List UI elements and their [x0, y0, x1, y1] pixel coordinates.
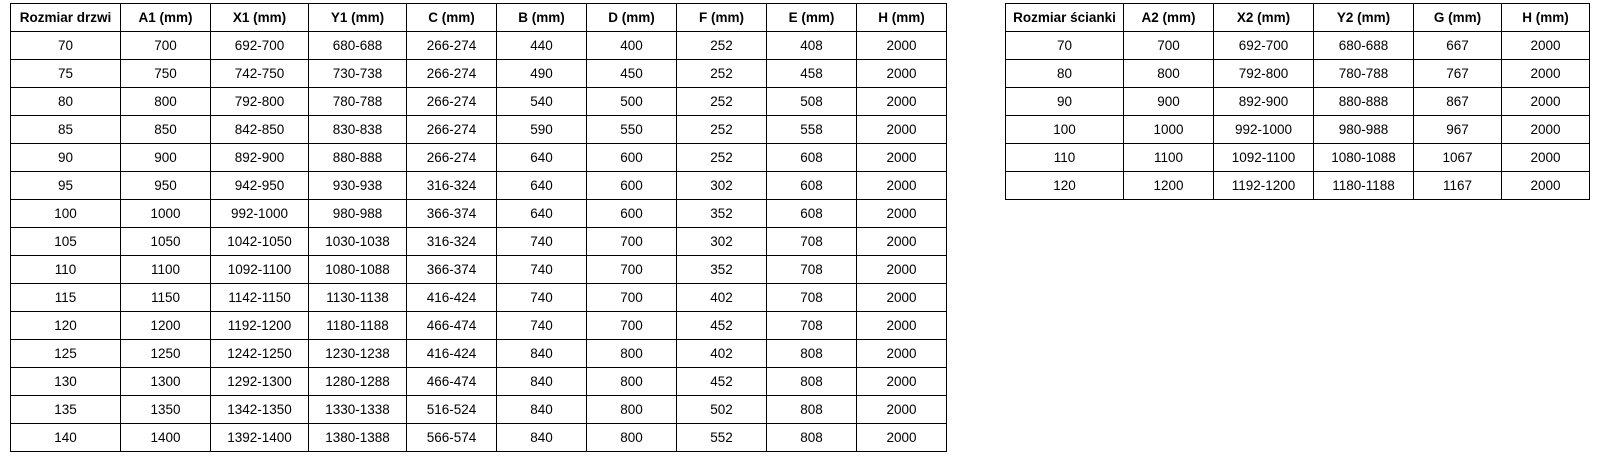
doors-dimensions-table-container: [10, 3, 947, 452]
table-cell: 700: [121, 32, 211, 60]
column-header: Y1 (mm): [309, 4, 407, 32]
table-cell: 600: [587, 144, 677, 172]
table-cell: 950: [121, 172, 211, 200]
table-cell: 800: [1124, 60, 1214, 88]
table-cell: 115: [11, 284, 121, 312]
table-cell: 930-938: [309, 172, 407, 200]
table-cell: 708: [767, 256, 857, 284]
column-header: H (mm): [857, 4, 947, 32]
table-cell: 967: [1414, 116, 1502, 144]
table-cell: 1192-1200: [211, 312, 309, 340]
table-cell: 1150: [121, 284, 211, 312]
table-cell: 980-988: [1314, 116, 1414, 144]
doors-table-header: [11, 4, 947, 32]
table-cell: 808: [767, 340, 857, 368]
table-cell: 980-988: [309, 200, 407, 228]
table-cell: 1080-1088: [1314, 144, 1414, 172]
table-header-row: [1006, 4, 1590, 32]
table-cell: 552: [677, 424, 767, 452]
table-cell: 80: [1006, 60, 1124, 88]
table-cell: 2000: [857, 144, 947, 172]
column-header: E (mm): [767, 4, 857, 32]
table-cell: 1100: [1124, 144, 1214, 172]
table-cell: 700: [1124, 32, 1214, 60]
table-cell: 800: [587, 424, 677, 452]
table-cell: 850: [121, 116, 211, 144]
table-cell: 2000: [1502, 172, 1590, 200]
table-cell: 992-1000: [211, 200, 309, 228]
table-cell: 1250: [121, 340, 211, 368]
table-cell: 1000: [1124, 116, 1214, 144]
table-cell: 252: [677, 116, 767, 144]
table-row: [11, 200, 947, 228]
table-cell: 1300: [121, 368, 211, 396]
table-cell: 252: [677, 88, 767, 116]
table-cell: 830-838: [309, 116, 407, 144]
table-cell: 502: [677, 396, 767, 424]
table-cell: 550: [587, 116, 677, 144]
table-cell: 708: [767, 228, 857, 256]
table-cell: 780-788: [1314, 60, 1414, 88]
table-cell: 2000: [1502, 32, 1590, 60]
table-cell: 1000: [121, 200, 211, 228]
table-cell: 840: [497, 396, 587, 424]
table-cell: 1200: [1124, 172, 1214, 200]
column-header: B (mm): [497, 4, 587, 32]
column-header: Rozmiar drzwi: [11, 4, 121, 32]
table-cell: 252: [677, 32, 767, 60]
table-row: [1006, 116, 1590, 144]
table-cell: 1400: [121, 424, 211, 452]
table-cell: 2000: [857, 200, 947, 228]
table-cell: 750: [121, 60, 211, 88]
table-cell: 800: [587, 368, 677, 396]
table-cell: 100: [11, 200, 121, 228]
table-cell: 566-574: [407, 424, 497, 452]
table-cell: 105: [11, 228, 121, 256]
table-cell: 892-900: [1214, 88, 1314, 116]
table-cell: 1242-1250: [211, 340, 309, 368]
table-cell: 792-800: [1214, 60, 1314, 88]
table-cell: 508: [767, 88, 857, 116]
table-cell: 95: [11, 172, 121, 200]
table-cell: 792-800: [211, 88, 309, 116]
table-cell: 1100: [121, 256, 211, 284]
table-cell: 352: [677, 200, 767, 228]
table-row: [1006, 172, 1590, 200]
table-row: [1006, 60, 1590, 88]
column-header: C (mm): [407, 4, 497, 32]
table-row: [1006, 144, 1590, 172]
table-cell: 808: [767, 424, 857, 452]
table-header-row: [11, 4, 947, 32]
table-cell: 1167: [1414, 172, 1502, 200]
table-cell: 692-700: [1214, 32, 1314, 60]
table-cell: 352: [677, 256, 767, 284]
table-cell: 608: [767, 172, 857, 200]
table-cell: 840: [497, 368, 587, 396]
column-header: A1 (mm): [121, 4, 211, 32]
table-row: [1006, 88, 1590, 116]
column-header: Rozmiar ścianki: [1006, 4, 1124, 32]
table-cell: 466-474: [407, 368, 497, 396]
table-cell: 80: [11, 88, 121, 116]
column-header: H (mm): [1502, 4, 1590, 32]
table-cell: 1350: [121, 396, 211, 424]
table-cell: 100: [1006, 116, 1124, 144]
table-cell: 266-274: [407, 32, 497, 60]
table-cell: 692-700: [211, 32, 309, 60]
table-cell: 1192-1200: [1214, 172, 1314, 200]
table-cell: 400: [587, 32, 677, 60]
table-cell: 458: [767, 60, 857, 88]
table-cell: 408: [767, 32, 857, 60]
table-cell: 700: [587, 256, 677, 284]
table-cell: 516-524: [407, 396, 497, 424]
table-cell: 266-274: [407, 116, 497, 144]
table-cell: 452: [677, 368, 767, 396]
table-cell: 640: [497, 172, 587, 200]
table-cell: 700: [587, 284, 677, 312]
table-cell: 740: [497, 284, 587, 312]
table-cell: 600: [587, 172, 677, 200]
table-cell: 1067: [1414, 144, 1502, 172]
table-cell: 740: [497, 312, 587, 340]
table-cell: 740: [497, 228, 587, 256]
column-header: G (mm): [1414, 4, 1502, 32]
table-cell: 2000: [1502, 144, 1590, 172]
table-cell: 440: [497, 32, 587, 60]
table-cell: 590: [497, 116, 587, 144]
table-cell: 1030-1038: [309, 228, 407, 256]
table-row: [11, 312, 947, 340]
table-cell: 490: [497, 60, 587, 88]
doors-dimensions-table: [10, 3, 947, 452]
table-cell: 416-424: [407, 284, 497, 312]
table-cell: 900: [121, 144, 211, 172]
table-cell: 1042-1050: [211, 228, 309, 256]
table-cell: 942-950: [211, 172, 309, 200]
table-cell: 808: [767, 368, 857, 396]
table-cell: 450: [587, 60, 677, 88]
table-row: [11, 88, 947, 116]
table-cell: 1380-1388: [309, 424, 407, 452]
table-cell: 252: [677, 60, 767, 88]
table-cell: 1142-1150: [211, 284, 309, 312]
table-cell: 110: [1006, 144, 1124, 172]
table-cell: 892-900: [211, 144, 309, 172]
table-cell: 366-374: [407, 256, 497, 284]
table-cell: 2000: [857, 172, 947, 200]
table-cell: 70: [1006, 32, 1124, 60]
doors-table-body: [11, 32, 947, 452]
walls-dimensions-table-container: [1005, 3, 1590, 200]
table-cell: 1330-1338: [309, 396, 407, 424]
table-cell: 680-688: [1314, 32, 1414, 60]
walls-table-body: [1006, 32, 1590, 200]
table-row: [11, 32, 947, 60]
table-cell: 842-850: [211, 116, 309, 144]
table-cell: 402: [677, 340, 767, 368]
table-cell: 800: [121, 88, 211, 116]
table-cell: 900: [1124, 88, 1214, 116]
table-cell: 840: [497, 424, 587, 452]
table-cell: 135: [11, 396, 121, 424]
table-cell: 800: [587, 396, 677, 424]
table-cell: 880-888: [1314, 88, 1414, 116]
table-cell: 416-424: [407, 340, 497, 368]
table-cell: 120: [11, 312, 121, 340]
table-cell: 808: [767, 396, 857, 424]
table-row: [11, 228, 947, 256]
table-cell: 266-274: [407, 144, 497, 172]
table-cell: 302: [677, 228, 767, 256]
table-cell: 452: [677, 312, 767, 340]
table-cell: 1092-1100: [211, 256, 309, 284]
table-row: [11, 60, 947, 88]
table-cell: 1180-1188: [1314, 172, 1414, 200]
table-cell: 266-274: [407, 60, 497, 88]
column-header: Y2 (mm): [1314, 4, 1414, 32]
table-cell: 742-750: [211, 60, 309, 88]
table-cell: 2000: [857, 340, 947, 368]
column-header: X2 (mm): [1214, 4, 1314, 32]
table-cell: 730-738: [309, 60, 407, 88]
table-cell: 2000: [857, 60, 947, 88]
table-cell: 1342-1350: [211, 396, 309, 424]
table-cell: 120: [1006, 172, 1124, 200]
table-cell: 800: [587, 340, 677, 368]
table-cell: 2000: [857, 396, 947, 424]
table-row: [11, 340, 947, 368]
table-row: [11, 368, 947, 396]
table-cell: 402: [677, 284, 767, 312]
walls-table-header: [1006, 4, 1590, 32]
table-cell: 558: [767, 116, 857, 144]
table-cell: 1392-1400: [211, 424, 309, 452]
table-cell: 2000: [1502, 60, 1590, 88]
table-cell: 608: [767, 144, 857, 172]
table-cell: 608: [767, 200, 857, 228]
table-cell: 700: [587, 312, 677, 340]
table-row: [11, 172, 947, 200]
table-cell: 1130-1138: [309, 284, 407, 312]
table-row: [11, 284, 947, 312]
column-header: A2 (mm): [1124, 4, 1214, 32]
table-cell: 130: [11, 368, 121, 396]
table-cell: 1292-1300: [211, 368, 309, 396]
table-cell: 992-1000: [1214, 116, 1314, 144]
column-header: F (mm): [677, 4, 767, 32]
table-cell: 70: [11, 32, 121, 60]
table-cell: 540: [497, 88, 587, 116]
table-cell: 1230-1238: [309, 340, 407, 368]
table-row: [11, 116, 947, 144]
table-row: [11, 256, 947, 284]
table-cell: 466-474: [407, 312, 497, 340]
table-row: [1006, 32, 1590, 60]
table-cell: 2000: [857, 256, 947, 284]
table-cell: 640: [497, 200, 587, 228]
table-cell: 667: [1414, 32, 1502, 60]
table-row: [11, 396, 947, 424]
table-cell: 140: [11, 424, 121, 452]
table-cell: 125: [11, 340, 121, 368]
table-cell: 780-788: [309, 88, 407, 116]
table-cell: 2000: [857, 284, 947, 312]
table-cell: 708: [767, 284, 857, 312]
table-cell: 1180-1188: [309, 312, 407, 340]
table-cell: 1092-1100: [1214, 144, 1314, 172]
table-cell: 880-888: [309, 144, 407, 172]
table-cell: 708: [767, 312, 857, 340]
table-cell: 2000: [857, 228, 947, 256]
table-cell: 366-374: [407, 200, 497, 228]
table-cell: 740: [497, 256, 587, 284]
table-cell: 1280-1288: [309, 368, 407, 396]
table-cell: 90: [1006, 88, 1124, 116]
column-header: D (mm): [587, 4, 677, 32]
table-cell: 2000: [1502, 88, 1590, 116]
table-cell: 1080-1088: [309, 256, 407, 284]
table-cell: 2000: [857, 116, 947, 144]
table-cell: 316-324: [407, 228, 497, 256]
table-cell: 2000: [857, 424, 947, 452]
table-cell: 1050: [121, 228, 211, 256]
table-cell: 840: [497, 340, 587, 368]
table-cell: 700: [587, 228, 677, 256]
table-cell: 2000: [857, 368, 947, 396]
table-row: [11, 144, 947, 172]
table-cell: 600: [587, 200, 677, 228]
walls-dimensions-table: [1005, 3, 1590, 200]
table-cell: 1200: [121, 312, 211, 340]
table-cell: 767: [1414, 60, 1502, 88]
table-row: [11, 424, 947, 452]
table-cell: 302: [677, 172, 767, 200]
table-cell: 867: [1414, 88, 1502, 116]
column-header: X1 (mm): [211, 4, 309, 32]
table-cell: 252: [677, 144, 767, 172]
table-cell: 75: [11, 60, 121, 88]
table-cell: 2000: [857, 88, 947, 116]
table-cell: 2000: [1502, 116, 1590, 144]
table-cell: 90: [11, 144, 121, 172]
table-cell: 85: [11, 116, 121, 144]
table-cell: 680-688: [309, 32, 407, 60]
table-cell: 316-324: [407, 172, 497, 200]
table-cell: 266-274: [407, 88, 497, 116]
table-cell: 110: [11, 256, 121, 284]
table-cell: 500: [587, 88, 677, 116]
table-cell: 640: [497, 144, 587, 172]
table-cell: 2000: [857, 32, 947, 60]
table-cell: 2000: [857, 312, 947, 340]
